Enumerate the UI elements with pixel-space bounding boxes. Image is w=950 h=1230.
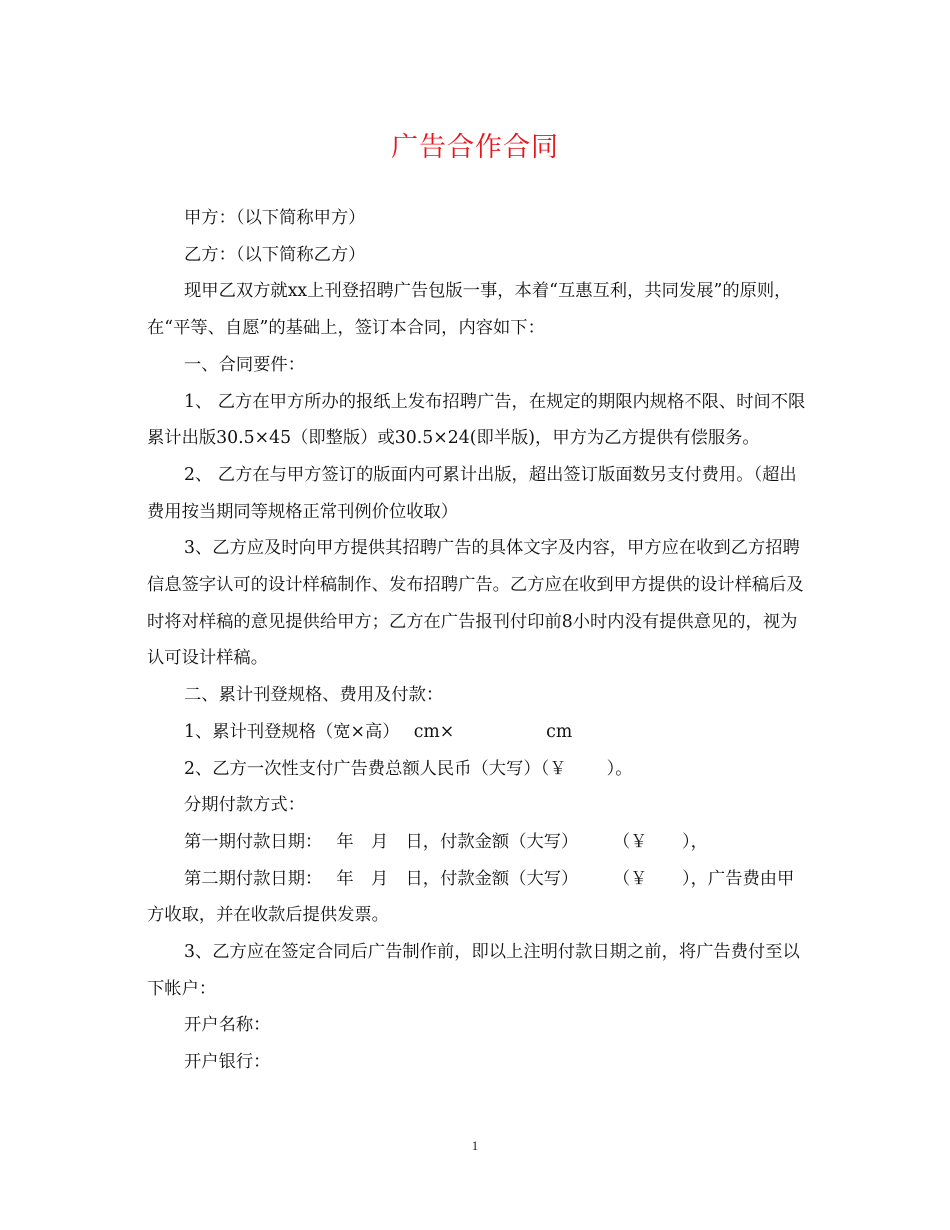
document-title: 广告合作合同 <box>391 132 559 163</box>
account-name-line: 开户名称： <box>184 1015 271 1036</box>
clause-1-1: 1、 乙方在甲方所办的报纸上发布招聘广告，在规定的期限内规格不限、时间不限累计出版30.5×45（即整版）或30.5×24(即半版)，甲方为乙方提供有偿服务。 <box>147 391 806 449</box>
section-heading-specs-fees: 二、累计刊登规格、费用及付款： <box>184 685 444 706</box>
clause-2-2: 2、乙方一次性支付广告费总额人民币（大写）（￥ ）。 <box>184 758 633 779</box>
page-number: 1 <box>471 1138 479 1153</box>
clause-2-3: 3、乙方应在签定合同后广告制作前，即以上注明付款日期之前，将广告费付至以下帐户： <box>147 942 800 999</box>
installment-2: 第二期付款日期： 年 月 日，付款金额（大写） （￥ ），广告费由甲方收取，并在收款后提供发票。 <box>147 868 795 926</box>
clause-1-3: 3、乙方应及时向甲方提供其招聘广告的具体文字及内容，甲方应在收到乙方招聘信息签字认可的设计样稿制作、发布招聘广告。乙方应在收到甲方提供的设计样稿后及时将对样稿的意见提供给甲方；乙方在广告报刊付印前8小时内没有提供意见的，视为认可设计样稿。 <box>147 538 804 669</box>
account-bank-line: 开户银行： <box>184 1052 271 1073</box>
preamble-paragraph: 现甲乙双方就xx上刊登招聘广告包版一事，本着“互惠互利，共同发展”的原则，在“平等、自愿”的基础上，签订本合同，内容如下： <box>147 281 792 339</box>
section-heading-contract-terms: 一、合同要件： <box>184 354 305 375</box>
clause-1-2: 2、 乙方在与甲方签订的版面内可累计出版，超出签订版面数另支付费用。（超出费用按当期同等规格正常刊例价位收取） <box>147 464 797 522</box>
installment-heading: 分期付款方式： <box>184 795 305 816</box>
installment-1: 第一期付款日期： 年 月 日，付款金额（大写） （￥ ）， <box>184 831 708 852</box>
party-b-line: 乙方：（以下简称乙方） <box>184 244 366 265</box>
clause-2-1: 1、累计刊登规格（宽×高） cm× cm <box>184 721 573 742</box>
document-body <box>147 200 807 1081</box>
party-a-line: 甲方：（以下简称甲方） <box>184 208 366 228</box>
